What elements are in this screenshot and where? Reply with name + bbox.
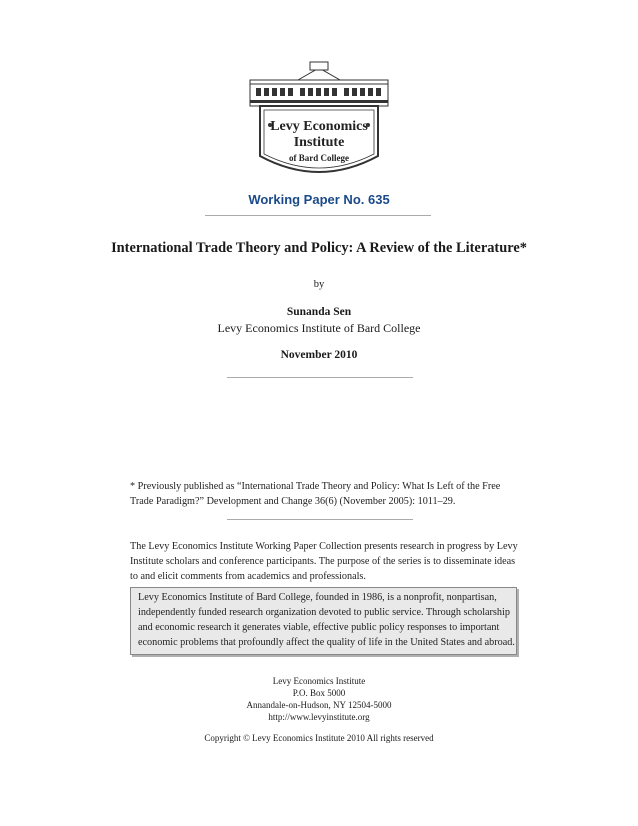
about-institute-box [130,587,517,655]
copyright-notice: Copyright © Levy Economics Institute 2010 All rights reserved [204,733,434,743]
author-affiliation: Levy Economics Institute of Bard College [217,321,421,335]
address-po-box: P.O. Box 5000 [292,688,346,698]
footnote: * Previously published as “International Trade Theory and Policy: What Is Left of the Free Trade Paradigm?” Development and Change 36(6) (November 2005): 1011–29. [130,481,501,507]
logo-line2: Institute [293,135,345,150]
levy-institute-logo [248,60,390,182]
address-name: Levy Economics Institute [272,676,366,686]
by-label: by [313,279,325,290]
website-link[interactable]: http://www.levyinstitute.org [268,712,370,722]
address-city: Annandale-on-Hudson, NY 12504-5000 [246,700,392,710]
about-institute-text: Levy Economics Institute of Bard College, founded in 1986, is a nonprofit, nonpartisan, independently funded research organization devoted to public service. Through scholarship and economic research it generates viable, effective public policy responses to important economic problems that profoundly affect the quality of life in the United States and abroad. [138,592,515,648]
paper-title: International Trade Theory and Policy: A Review of the Literature* [111,240,527,256]
logo-line3: of Bard College [289,153,349,163]
publication-date: November 2010 [280,349,358,361]
series-description: The Levy Economics Institute Working Paper Collection presents research in progress by Levy Institute scholars and conference participants. The purpose of the series is to disseminate ideas to and elicit comments from academics and professionals. [130,541,518,582]
divider [205,215,431,216]
divider [227,519,413,520]
building-icon [248,60,390,182]
author-name: Sunanda Sen [286,306,352,318]
working-paper-number: Working Paper No. 635 [248,192,390,207]
logo-line1: Levy Economics [270,119,368,134]
divider [227,377,413,378]
